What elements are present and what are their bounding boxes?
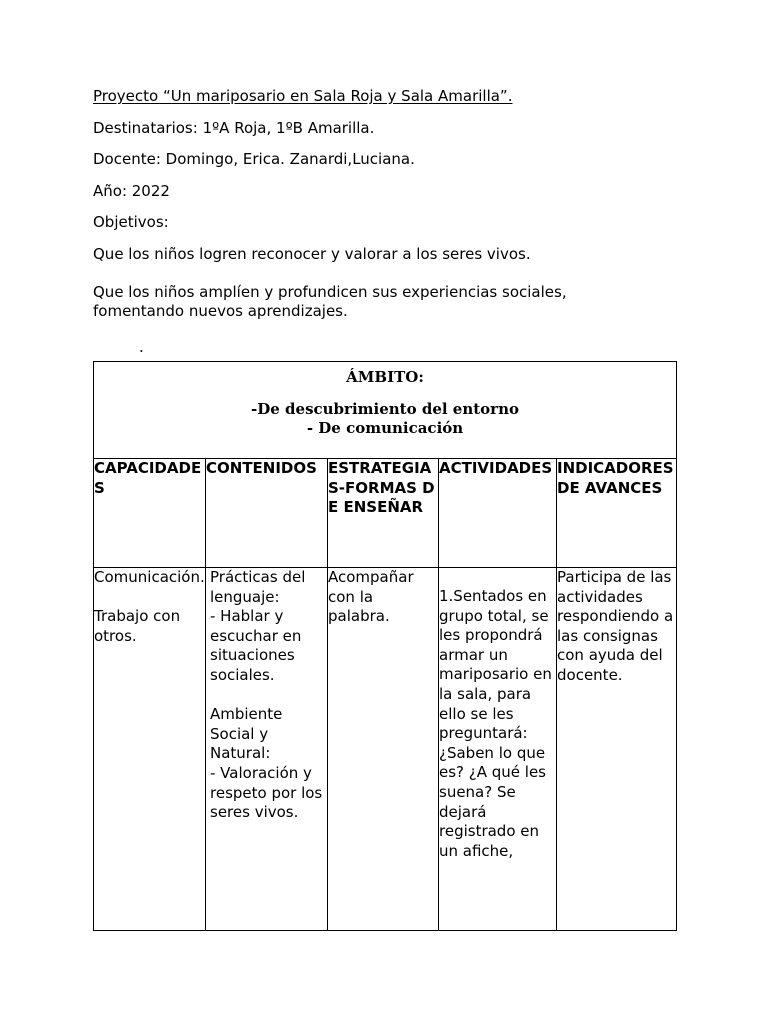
header-capacidades: CAPACIDADES [94, 459, 206, 568]
table-row [94, 568, 677, 931]
header-row [94, 459, 677, 568]
destinatarios-line: Destinatarios: 1ºA Roja, 1ºB Amarilla. [93, 119, 375, 137]
header-contenidos: CONTENIDOS [206, 459, 328, 568]
indicadores-text: Participa de las actividades respondiendo a las consignas con ayuda del docente. [557, 568, 678, 684]
cell-estrategias [328, 568, 439, 931]
ambito-comunicacion: - De comunicación [306, 419, 464, 438]
planning-table [93, 361, 677, 931]
capacidades-text: Comunicación. Trabajo con otros. [94, 568, 205, 645]
ambito-title: ÁMBITO: [346, 368, 424, 386]
contenidos-text: Prácticas del lenguaje: - Hablar y escuchar en situaciones sociales. Ambiente Social y Natural: - Valoración y respeto por los seres vivos. [210, 568, 323, 822]
year-line: Año: 2022 [93, 182, 170, 200]
objetivo-1: Que los niños logren reconocer y valorar a los seres vivos. [93, 245, 531, 263]
project-title: Proyecto “Un mariposario en Sala Roja y Sala Amarilla”. [93, 87, 513, 105]
cell-actividades [439, 568, 557, 931]
stray-dot: . [139, 338, 144, 356]
cell-indicadores [557, 568, 677, 931]
objetivos-label: Objetivos: [93, 213, 169, 231]
docente-line: Docente: Domingo, Erica. Zanardi,Luciana. [93, 150, 415, 168]
actividades-text: 1.Sentados en grupo total, se les propondrá armar un mariposario en la sala, para ello se les preguntará: ¿Saben lo que es? ¿A qué les suena? Se dejará registrado en un afiche, [439, 587, 557, 860]
objetivo-2: Que los niños amplíen y profundicen sus experiencias sociales, fomentando nuevos aprendizajes. [93, 283, 567, 320]
cell-capacidades [94, 568, 206, 931]
ambito-cell [94, 362, 677, 459]
header-actividades: ACTIVIDADES [439, 459, 557, 568]
header-indicadores: INDICADORES DE AVANCES [557, 459, 677, 568]
header-estrategias: ESTRATEGIAS-FORMAS DE ENSEÑAR [328, 459, 439, 568]
cell-contenidos [206, 568, 328, 931]
ambito-descubrimiento: -De descubrimiento del entorno [251, 399, 519, 418]
estrategias-text: Acompañar con la palabra. [328, 568, 419, 626]
ambito-row [94, 362, 677, 459]
